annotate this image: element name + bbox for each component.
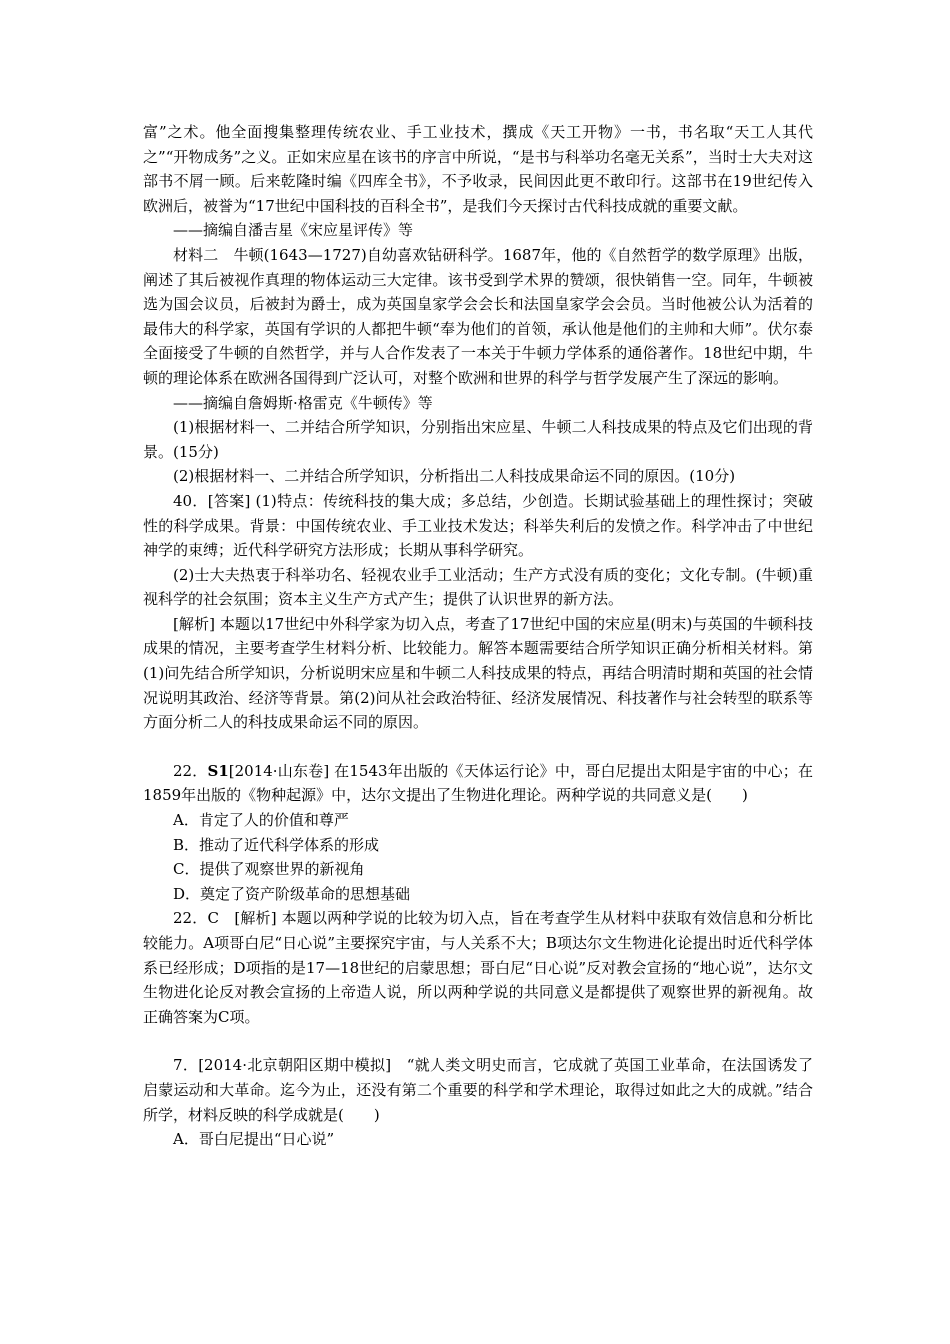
question-22-number: 22． xyxy=(173,761,208,780)
question-22-option-b: B．推动了近代科学体系的形成 xyxy=(173,835,380,854)
question-22-stem: [2014·山东卷] 在1543年出版的《天体运行论》中，哥白尼提出太阳是宇宙的中心；在1859年出版的《物种起源》中，达尔文提出了生物进化理论。两种学说的共同意义是( ) xyxy=(143,761,813,805)
analysis-40 xyxy=(143,612,813,735)
section-gap xyxy=(143,735,813,759)
answer-40-part1: (1)特点：传统科技的集大成；多总结，少创造。长期试验基础上的理性探讨；突破性的科学成果。背景：中国传统农业、手工业技术发达；科举失利后的发愤之作。科学冲击了中世纪神学的束缚；近代科学研究方法形成；长期从事科学研究。 xyxy=(143,491,813,560)
question-22-option-c: C．提供了观察世界的新视角 xyxy=(173,860,365,879)
question-22 xyxy=(143,759,813,808)
document-page xyxy=(143,120,813,1152)
question-1: (1)根据材料一、二并结合所学知识，分别指出宋应星、牛顿二人科技成果的特点及它们出现的背景。(15分) xyxy=(143,418,813,461)
answer-40 xyxy=(143,489,813,563)
material2-text: 材料二 牛顿(1643—1727)自幼喜欢钻研科学。1687年，他的《自然哲学的数学原理》出版，阐述了其后被视作真理的物体运动三大定律。该书受到学术界的赞颂，很快销售一空。同年，牛顿被选为国会议员，后被封为爵士，成为英国皇家学会会长和法国皇家学会会员。当时他被公认为活着的最伟大的科学家，英国有学识的人都把牛顿“奉为他们的首领，承认他是他们的主帅和大师”。伏尔泰全面接受了牛顿的自然哲学，并与人合作发表了一本关于牛顿力学体系的通俗著作。18世纪中期，牛顿的理论体系在欧洲各国得到广泛认可，对整个欧洲和世界的科学与哲学发展产生了深远的影响。 xyxy=(143,245,813,387)
material1-source: ——摘编自潘吉星《宋应星评传》等 xyxy=(173,221,414,240)
question-22-option-a: A．肯定了人的价值和尊严 xyxy=(173,811,349,830)
answer-22-prefix: 22．C xyxy=(173,909,235,928)
question-7-option-a: A．哥白尼提出“日心说” xyxy=(173,1130,335,1149)
answer-22-text: 本题以两种学说的比较为切入点，旨在考查学生从材料中获取有效信息和分析比较能力。A项哥白尼“日心说”主要探究宇宙，与人关系不大；B项达尔文生物进化论提出时近代科学体系已经形成；D项指的是17—18世纪的启蒙思想；哥白尼“日心说”反对教会宣扬的“地心说”，达尔文生物进化论反对教会宣扬的上帝造人说，所以两种学说的共同意义是都提供了观察世界的新视角。故正确答案为C项。 xyxy=(143,909,813,1026)
answer-22-label: [解析] xyxy=(234,909,277,928)
material1-text: 富”之术。他全面搜集整理传统农业、手工业技术，撰成《天工开物》一书，书名取“天工人其代之”“开物成务”之义。正如宋应星在该书的序言中所说，“是书与科举功名毫无关系”，当时士大夫对这部书不屑一顾。后来乾隆时编《四库全书》，不予收录，民间因此更不敢印行。这部书在19世纪传入欧洲后，被誉为“17世纪中国科技的百科全书”，是我们今天探讨古代科技成就的重要文献。 xyxy=(143,123,813,215)
section-gap-2 xyxy=(143,1029,813,1053)
answer-22 xyxy=(143,906,813,1029)
analysis-40-label: [解析] xyxy=(173,614,215,633)
question-7: 7．[2014·北京朝阳区期中模拟] “就人类文明史而言，它成就了英国工业革命，在法国诱发了启蒙运动和大革命。迄今为止，还没有第二个重要的科学和学术理论，取得过如此之大的成就。”结合所学，材料反映的科学成就是( ) xyxy=(143,1056,813,1124)
analysis-40-text: 本题以17世纪中外科学家为切入点，考查了17世纪中国的宋应星(明末)与英国的牛顿科技成果的情况，主要考查学生材料分析、比较能力。解答本题需要结合所学知识正确分析相关材料。第(1)问先结合所学知识，分析说明宋应星和牛顿二人科技成果的特点，再结合明清时期和英国的社会情况说明其政治、经济等背景。第(2)问从社会政治特征、经济发展情况、科技著作与社会转型的联系等方面分析二人的科技成果命运不同的原因。 xyxy=(143,614,813,732)
answer-40-label: 40．[答案] xyxy=(173,491,251,510)
question-2: (2)根据材料一、二并结合所学知识，分析指出二人科技成果命运不同的原因。(10分) xyxy=(173,467,736,486)
question-22-option-d: D．奠定了资产阶级革命的思想基础 xyxy=(173,884,411,903)
material2-source: ——摘编自詹姆斯·格雷克《牛顿传》等 xyxy=(173,393,433,412)
answer-40-part2: (2)士大夫热衷于科举功名、轻视农业手工业活动；生产方式没有质的变化；文化专制。(牛顿)重视科学的社会氛围；资本主义生产方式产生；提供了认识世界的新方法。 xyxy=(143,565,813,609)
question-22-tag: S1 xyxy=(207,761,229,780)
